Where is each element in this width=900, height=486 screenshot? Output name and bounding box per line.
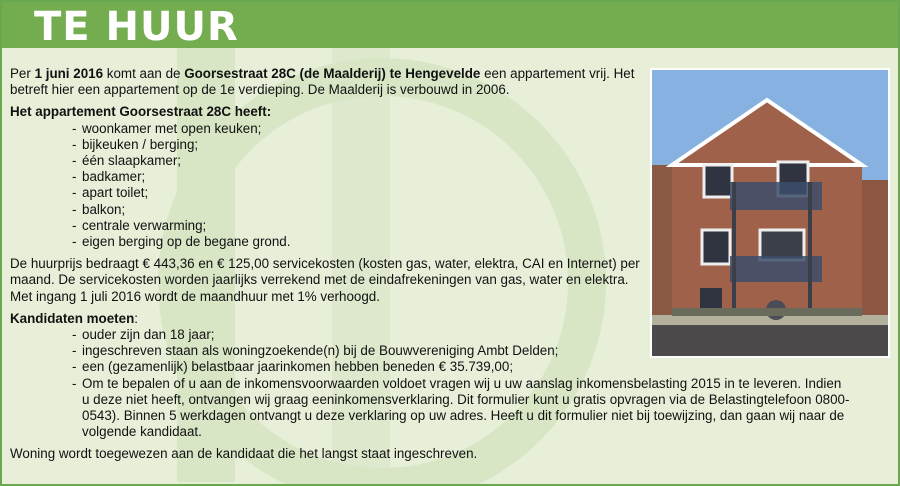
intro-text-3: een appartement vrij. Het betreft hier een appartement op de 1e verdieping. De Maalderij is verbouwd in 2006. [10,66,635,98]
building-photo [650,68,890,358]
intro-address: Goorsestraat 28C (de Maalderij) te Hengevelde [184,66,481,81]
header-bar [2,2,898,48]
list-item: - eigen berging op de begane grond. [10,234,650,250]
list-item: - ingeschreven staan als woningzoekende(n) bij de Bouwvereniging Ambt Delden; [10,343,830,359]
intro-date: 1 juni 2016 [34,66,104,81]
candidates-heading: Kandidaten moeten: [10,310,138,326]
content [10,66,850,469]
intro-text-2: komt aan de [103,66,185,81]
list-item: - woonkamer met open keuken; [10,121,650,137]
features-list [10,121,650,251]
features-heading: Het appartement Goorsestraat 28C heeft: [10,104,272,120]
list-item: - bijkeuken / berging; [10,137,650,153]
closing-paragraph: Woning wordt toegewezen aan de kandidaat die het langst staat ingeschreven. [10,446,478,462]
list-item: - centrale verwarming; [10,218,650,234]
intro-text-1: Per [10,66,35,81]
list-item: - Om te bepalen of u aan de inkomensvoorwaarden voldoet vragen wij u uw aanslag inkomensbelasting 2015 in te leveren. Indien u deze niet heeft, ontvangen wij graag eeninkomensverklaring. Dit formulier kunt u gratis opvragen via de Belastingtelefoon 0800-0543). Binnen 5 werkdagen ontvangt u deze verklaring op uw adres. Heeft u dit formulier niet bij toewijzing, dan gaan wij naar de volgende kandidaat. [10,376,852,441]
list-item: - badkamer; [10,169,650,185]
list-item: - een (gezamenlijk) belastbaar jaarinkomen hebben beneden € 35.739,00; [10,359,830,375]
page-title: TE HUUR [34,4,239,50]
list-item: - balkon; [10,202,650,218]
price-paragraph: De huurprijs bedraagt € 443,36 en € 125,00 servicekosten (kosten gas, water, elektra, CAI en Internet) per maand. De servicekosten worden jaarlijks verrekend met de eindafrekeningen van gas, water en elektra. Met ingang 1 juli 2016 wordt de maandhuur met 1% verhoogd. [10,256,640,304]
list-item: - ouder zijn dan 18 jaar; [10,327,830,343]
intro-paragraph [10,66,650,98]
list-item: - apart toilet; [10,185,650,201]
list-item: - één slaapkamer; [10,153,650,169]
